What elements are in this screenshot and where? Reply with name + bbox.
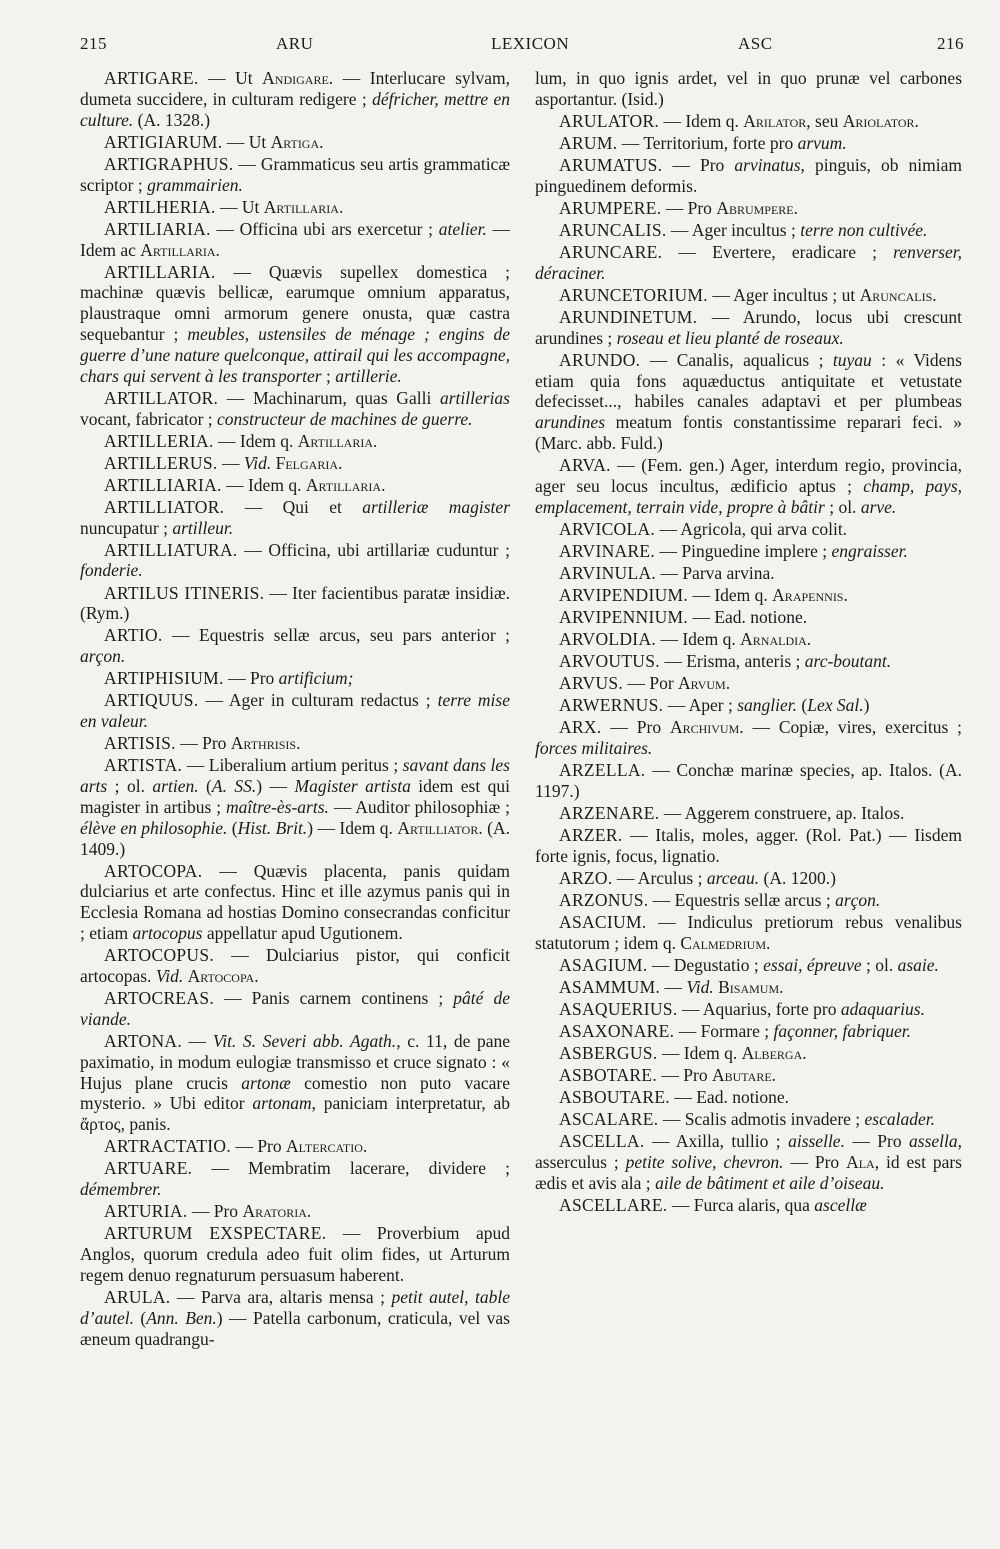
dictionary-entry — [80, 1223, 510, 1286]
entry-definition: — Ager in culturam redactus ; terre mise en valeur. — [80, 690, 510, 732]
entry-headword: ASACIUM. — [559, 911, 647, 932]
entry-headword: ARTILUS ITINERIS. — [104, 582, 265, 603]
entry-definition: — Parva arvina. — [656, 562, 775, 583]
dictionary-entry — [80, 988, 510, 1030]
entry-headword: ARTILLERUS. — [104, 452, 218, 473]
dictionary-entry — [80, 197, 510, 218]
entry-definition: — Liberalium artium peritus ; savant dans les arts ; ol. artien. (A. SS.) — Magister artista idem est qui magister in artibus ; maître-ès-arts. — Auditor philosophiæ ; élève en philosophie. (Hist. Brit.) — Idem q. Artilliator. (A. 1409.) — [80, 755, 510, 859]
dictionary-entry — [535, 760, 962, 802]
entry-definition: — Ead. notione. — [688, 606, 808, 627]
entry-headword: ASAGIUM. — [559, 954, 648, 975]
entry-definition: — Idem q. Alberga. — [657, 1042, 807, 1063]
dictionary-entry — [535, 111, 962, 132]
entry-headword: ARTOCOPUS. — [104, 945, 215, 966]
entry-headword: ASCELLA. — [559, 1130, 645, 1151]
entry-definition: — Agricola, qui arva colit. — [655, 518, 848, 539]
entry-headword: ARTURIA. — [104, 1201, 188, 1222]
dictionary-entry — [535, 1195, 962, 1216]
entry-definition: — Pro Arthrisis. — [175, 733, 301, 754]
entry-definition: — Officina ubi ars exercetur ; atelier. — Idem ac Artillaria. — [80, 218, 511, 260]
entry-headword: ARTRACTATIO. — [104, 1136, 232, 1157]
entry-definition: — Pro Abutare. — [657, 1064, 777, 1085]
dictionary-entry — [80, 262, 510, 387]
entry-definition: — Aggerem construere, ap. Italos. — [659, 802, 905, 823]
running-head — [80, 34, 964, 60]
entry-definition: lum, in quo ignis ardet, vel in quo prunæ vel carbones asportantur. (Isid.) — [535, 68, 962, 109]
entry-headword: ARUNCALIS. — [559, 219, 667, 240]
entry-headword: ARTILLERIA. — [104, 430, 214, 451]
dictionary-entry — [535, 242, 962, 284]
entry-headword: ARVINULA. — [559, 562, 657, 583]
entry-headword: ARTIGIARUM. — [104, 131, 223, 152]
entry-headword: ARTUARE. — [104, 1158, 193, 1179]
dictionary-entry — [535, 1021, 962, 1042]
dictionary-entry — [80, 540, 510, 582]
dictionary-entry — [535, 198, 962, 219]
entry-headword: ASBOTARE. — [559, 1064, 658, 1085]
entry-headword: ARZONUS. — [559, 889, 649, 910]
dictionary-entry — [535, 285, 962, 306]
entry-definition: — Territorium, forte pro arvum. — [617, 132, 847, 153]
entry-headword: ARVICOLA. — [559, 518, 656, 539]
entry-definition: — Qui et artilleriæ magister nuncupatur ; artilleur. — [80, 496, 510, 538]
entry-definition: — Grammaticus seu artis grammaticæ scriptor ; grammairien. — [80, 153, 510, 195]
dictionary-entry — [80, 1287, 510, 1350]
entry-definition: — Italis, moles, agger. (Rol. Pat.) — Iisdem forte ignis, focus, lignatio. — [535, 824, 962, 866]
dictionary-entry — [80, 132, 510, 153]
entry-headword: ARTIO. — [104, 625, 163, 646]
entry-headword: ARUMATUS. — [559, 154, 663, 175]
entry-headword: ARUNCETORIUM. — [559, 284, 708, 305]
page-number-left: 215 — [80, 34, 107, 53]
entry-definition: — Quævis supellex domestica ; machinæ quævis bellicæ, earumque omnium apparatus, plaustraque omni armorum genere onusta, quæ castra sequebantur ; meubles, ustensiles de ménage ; engins de guerre d’une nature quelconque, attirail qui les accompagne, chars qui servent à les transporter ; artillerie. — [80, 261, 510, 386]
entry-definition: — Machinarum, quas Galli artillerias vocant, fabricator ; constructeur de machines de guerre. — [80, 387, 510, 429]
dictionary-entry — [535, 519, 962, 540]
entry-definition: — Erisma, anteris ; arc-boutant. — [659, 650, 892, 671]
entry-definition: — Ut Andigare. — Interlucare sylvam, dumeta succidere, in culturam redigere ; défricher, mettre en culture. (A. 1328.) — [80, 68, 510, 130]
entry-definition: — Evertere, eradicare ; renverser, déraciner. — [535, 241, 962, 283]
entry-headword: ARUM. — [559, 132, 618, 153]
dictionary-entry — [535, 455, 962, 518]
dictionary-entry — [535, 651, 962, 672]
entry-definition: — Pinguedine implere ; engraisser. — [655, 540, 908, 561]
entry-headword: ARVOUTUS. — [559, 650, 660, 671]
entry-headword: ARTIPHISIUM. — [104, 668, 224, 689]
entry-definition: — Idem q. Arnaldia. — [656, 628, 812, 649]
entry-definition: — Pro arvinatus, pinguis, ob nimiam pinguedinem deformis. — [535, 154, 962, 196]
dictionary-entry — [535, 155, 962, 197]
entry-definition: — Idem q. Arilator, seu Ariolator. — [659, 110, 919, 131]
dictionary-entry — [535, 220, 962, 241]
dictionary-entry — [535, 1065, 962, 1086]
dictionary-entry — [535, 68, 962, 110]
dictionary-entry — [535, 133, 962, 154]
entry-definition: — Arculus ; arceau. (A. 1200.) — [612, 867, 836, 888]
entry-definition: — Parva ara, altaris mensa ; petit autel, table d’autel. (Ann. Ben.) — Patella carbonum, craticula, vel vas æneum quadrangu- — [80, 1286, 510, 1349]
dictionary-entry — [80, 583, 510, 625]
entry-definition: — Degustatio ; essai, épreuve ; ol. asaie. — [647, 954, 939, 975]
entry-definition: — Pro Archivum. — Copiæ, vires, exercitus ; forces militaires. — [535, 717, 962, 758]
dictionary-entry — [535, 1087, 962, 1108]
entry-definition: — Indiculus pretiorum rebus venalibus statutorum ; idem q. Calmedrium. — [535, 911, 962, 953]
dictionary-entry — [80, 861, 510, 944]
entry-definition: — Aper ; sanglier. (Lex Sal.) — [663, 695, 870, 716]
entry-definition: — Por Arvum. — [623, 673, 731, 693]
entry-definition: — Equestris sellæ arcus ; arçon. — [648, 889, 881, 910]
lexicon-title: LEXICON — [491, 34, 570, 53]
dictionary-entry — [80, 453, 510, 474]
entry-definition: — Vid. Felgaria. — [217, 452, 343, 473]
entry-definition: — Pro Altercatio. — [231, 1136, 368, 1157]
dictionary-entry — [535, 1109, 962, 1130]
entry-headword: ARWERNUS. — [559, 695, 664, 716]
dictionary-entry — [80, 625, 510, 667]
dictionary-entry — [80, 431, 510, 452]
entry-headword: ASAMMUM. — [559, 976, 661, 997]
entry-headword: ARTILLIATOR. — [104, 496, 225, 517]
entry-headword: ARVIPENDIUM. — [559, 584, 689, 605]
entry-definition: — (Fem. gen.) Ager, interdum regio, provincia, ager seu locus incultus, ædificio aptus ; champ, pays, emplacement, terrain vide, propre à bâtir ; ol. arve. — [535, 455, 963, 517]
dictionary-entry — [80, 1158, 510, 1200]
entry-headword: ARUNCARE. — [559, 241, 663, 262]
entry-definition: — Membratim lacerare, dividere ; démembrer. — [80, 1158, 510, 1200]
entry-headword: ARTILLATOR. — [104, 387, 219, 408]
entry-headword: ARUMPERE. — [559, 197, 662, 218]
entry-headword: ARTISIS. — [104, 733, 176, 754]
entry-definition: — Iter facientibus paratæ insidiæ. (Rym.) — [80, 582, 511, 624]
dictionary-entry — [535, 868, 962, 889]
dictionary-entry — [535, 977, 962, 998]
entry-headword: ARVINARE. — [559, 540, 656, 561]
entry-definition: — Idem q. Artillaria. — [213, 430, 378, 451]
left-column — [80, 68, 510, 1351]
guide-word-first: ARU — [276, 34, 314, 53]
dictionary-entry — [80, 68, 510, 131]
entry-headword: ARVOLDIA. — [559, 628, 657, 649]
dictionary-entry — [535, 307, 962, 349]
dictionary-entry — [80, 154, 510, 196]
entry-definition: — Ut Artillaria. — [215, 196, 344, 217]
entry-headword: ARTILLIATURA. — [104, 539, 238, 560]
dictionary-entry — [535, 825, 962, 867]
entry-definition: — Formare ; façonner, fabriquer. — [674, 1020, 912, 1041]
entry-definition: — Axilla, tullio ; aisselle. — Pro assella, asserculus ; petite solive, chevron. — Pro Ala, id est pars ædis et avis ala ; aile de bâtiment et aile d’oiseau. — [535, 1130, 963, 1193]
entry-headword: ARUNDINETUM. — [559, 306, 698, 327]
entry-headword: ARZELLA. — [559, 759, 646, 780]
entry-headword: ARZO. — [559, 867, 613, 888]
entry-headword: ARVA. — [559, 455, 611, 476]
entry-headword: ARTILIARIA. — [104, 218, 211, 239]
dictionary-entry — [535, 717, 962, 759]
dictionary-entry — [80, 219, 510, 261]
entry-headword: ARTOCOPA. — [104, 860, 203, 881]
dictionary-entry — [535, 607, 962, 628]
dictionary-entry — [535, 1043, 962, 1064]
entry-headword: ARX. — [559, 717, 602, 738]
entry-definition: — Ut Artiga. — [222, 131, 324, 152]
guide-word-last: ASC — [738, 34, 773, 53]
dictionary-entry — [535, 912, 962, 954]
entry-headword: ARTOCREAS. — [104, 988, 215, 1009]
entry-headword: ASBERGUS. — [559, 1042, 658, 1063]
entry-headword: ARTIGARE. — [104, 68, 199, 88]
entry-definition: — Idem q. Arapennis. — [688, 584, 848, 605]
dictionary-entry — [535, 803, 962, 824]
entry-headword: ASAQUERIUS. — [559, 998, 678, 1019]
dictionary-entry — [535, 541, 962, 562]
entry-definition: — Ead. notione. — [669, 1086, 790, 1107]
entry-headword: ARUNDO. — [559, 349, 641, 370]
dictionary-entry — [80, 690, 510, 732]
entry-definition: — Dulciarius pistor, qui conficit artocopas. Vid. Artocopa. — [80, 945, 510, 986]
dictionary-entry — [80, 755, 510, 859]
entry-definition: — Furca alaris, qua ascellæ — [667, 1194, 867, 1215]
dictionary-entry — [535, 629, 962, 650]
dictionary-entry — [535, 673, 962, 694]
dictionary-entry — [80, 475, 510, 496]
entry-headword: ARVUS. — [559, 673, 624, 693]
entry-headword: ARTISTA. — [104, 755, 183, 776]
entry-definition: — Vit. S. Severi abb. Agath., c. 11, de pane paximatio, in modum eulogiæ transmisso et cruce signato : « Hujus plane crucis artonæ comestio non puto vacare mysterio. » Ubi editor artonam, paniciam interpretatur, ab ἄρτος, panis. — [80, 1030, 511, 1135]
entry-definition: — Vid. Bisamum. — [660, 976, 784, 997]
entry-definition: — Canalis, aqualicus ; tuyau : « Videns etiam quia fons aquæductus antiquitate et vetustate defecisset..., habiles canales adaptavi et per plumbeas arundines meatum fontis constantissime reparari feci. » (Marc. abb. Fuld.) — [535, 349, 962, 454]
entry-definition: — Scalis admotis invadere ; escalader. — [658, 1108, 936, 1129]
entry-definition: — Officina, ubi artillariæ cuduntur ; fonderie. — [80, 539, 510, 581]
right-column — [535, 68, 962, 1217]
entry-headword: ARTILLARIA. — [104, 261, 216, 282]
entry-definition: — Quævis placenta, panis quidam dulciarius et arte confectus. Hinc et ille azymus panis qui in Ecclesia Romana ad hostias Domino consecrandas conficitur ; etiam artocopus appellatur apud Ugutionem. — [80, 860, 510, 944]
entry-definition: — Ager incultus ; ut Aruncalis. — [707, 284, 937, 305]
entry-headword: ARTILHERIA. — [104, 196, 216, 217]
entry-headword: ARTIQUUS. — [104, 690, 199, 711]
entry-headword: ARZER. — [559, 824, 623, 845]
dictionary-entry — [535, 999, 962, 1020]
dictionary-entry — [535, 350, 962, 454]
dictionary-entry — [80, 1136, 510, 1157]
dictionary-entry — [80, 668, 510, 689]
entry-headword: ARULA. — [104, 1286, 171, 1307]
page-number-right: 216 — [937, 34, 964, 53]
entry-headword: ASCALARE. — [559, 1108, 659, 1129]
dictionary-entry — [535, 563, 962, 584]
entry-definition: — Panis carnem continens ; pâté de viande. — [80, 988, 510, 1029]
dictionary-entry — [80, 388, 510, 430]
entry-definition: — Pro artificium; — [223, 668, 354, 689]
entry-definition: — Arundo, locus ubi crescunt arundines ; roseau et lieu planté de roseaux. — [535, 306, 962, 348]
entry-headword: ARTONA. — [104, 1030, 183, 1051]
entry-headword: ARZENARE. — [559, 802, 660, 823]
dictionary-entry — [80, 497, 510, 539]
entry-definition: — Pro Aratoria. — [187, 1201, 312, 1222]
dictionary-entry — [535, 695, 962, 716]
dictionary-entry — [80, 945, 510, 987]
dictionary-entry — [535, 890, 962, 911]
entry-definition: — Conchæ marinæ species, ap. Italos. (A. 1197.) — [535, 759, 962, 801]
entry-headword: ASAXONARE. — [559, 1020, 675, 1041]
entry-definition: — Aquarius, forte pro adaquarius. — [677, 998, 925, 1019]
entry-headword: ARTURUM EXSPECTARE. — [104, 1223, 327, 1244]
dictionary-entry — [535, 955, 962, 976]
dictionary-entry — [535, 585, 962, 606]
entry-definition: — Idem q. Artillaria. — [221, 474, 386, 495]
entry-headword: ARULATOR. — [559, 110, 660, 131]
entry-definition: — Pro Abrumpere. — [661, 197, 799, 218]
entry-headword: ASCELLARE. — [559, 1194, 668, 1215]
dictionary-entry — [535, 1131, 962, 1194]
entry-headword: ARVIPENNIUM. — [559, 606, 689, 627]
entry-headword: ARTIGRAPHUS. — [104, 153, 234, 174]
entry-definition: — Ager incultus ; terre non cultivée. — [666, 219, 928, 240]
entry-definition: — Equestris sellæ arcus, seu pars anterior ; arçon. — [80, 625, 510, 667]
dictionary-entry — [80, 733, 510, 754]
entry-headword: ASBOUTARE. — [559, 1086, 670, 1107]
dictionary-entry — [80, 1201, 510, 1222]
entry-headword: ARTILLIARIA. — [104, 474, 222, 495]
entry-definition: — Proverbium apud Anglos, quorum credula adeo fuit olim fides, ut Arturum regem denuo regnaturum persuasum haberent. — [80, 1223, 510, 1285]
dictionary-entry — [80, 1031, 510, 1135]
